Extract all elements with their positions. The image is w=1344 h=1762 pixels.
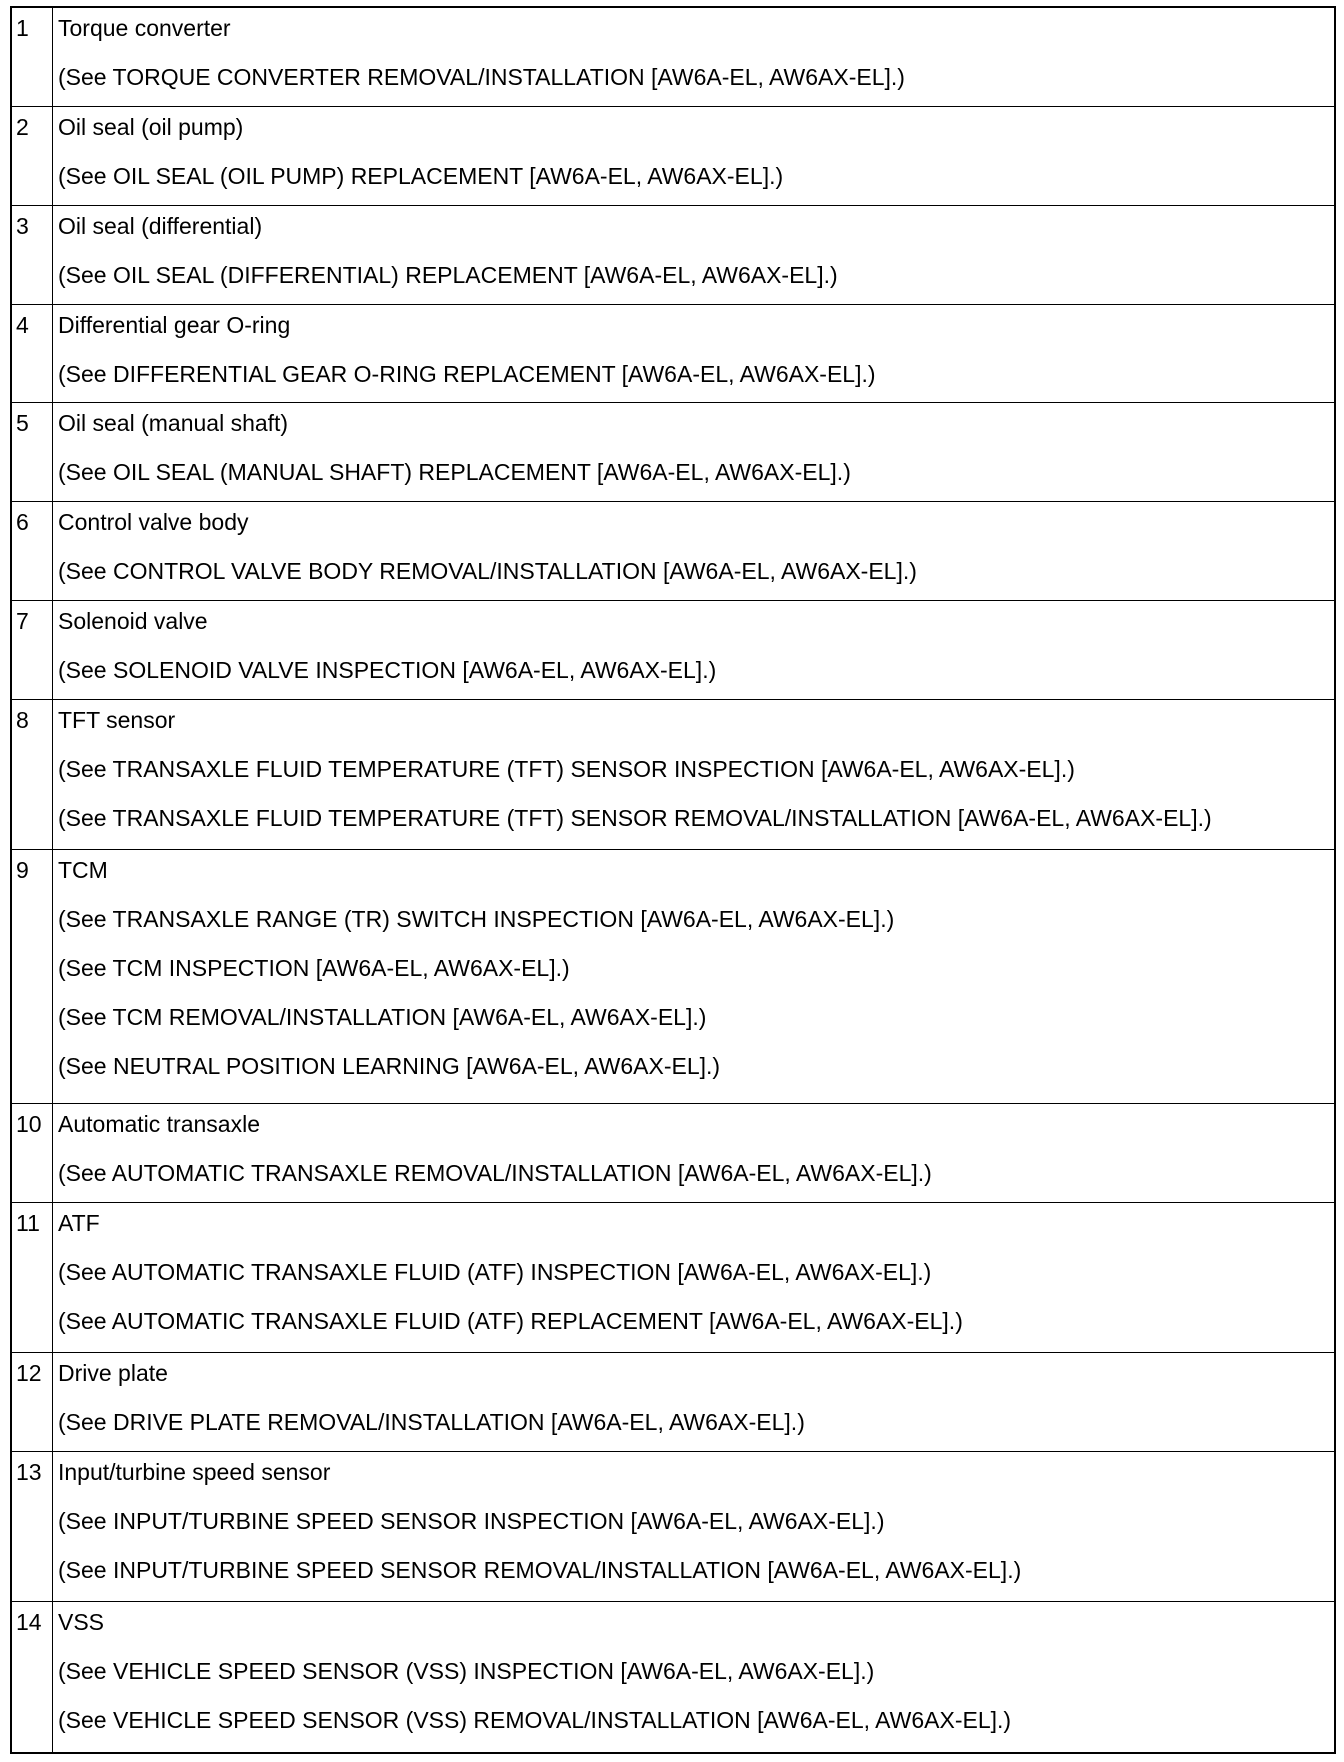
item-number-cell bbox=[11, 304, 53, 403]
table-row bbox=[11, 1602, 1335, 1753]
item-number: 3 bbox=[16, 212, 29, 239]
procedure-reference-link[interactable]: (See OIL SEAL (OIL PUMP) REPLACEMENT [AW6A-EL, AW6AX-EL].) bbox=[58, 162, 784, 189]
procedure-reference-link[interactable]: (See OIL SEAL (MANUAL SHAFT) REPLACEMENT [AW6A-EL, AW6AX-EL].) bbox=[58, 459, 851, 486]
item-number-cell bbox=[11, 700, 53, 850]
procedure-reference-link[interactable]: (See TRANSAXLE FLUID TEMPERATURE (TFT) SENSOR INSPECTION [AW6A-EL, AW6AX-EL].) bbox=[58, 756, 1075, 783]
item-description-cell bbox=[53, 1103, 1336, 1202]
component-name: Automatic transaxle bbox=[58, 1110, 260, 1137]
procedure-reference-link[interactable]: (See SOLENOID VALVE INSPECTION [AW6A-EL, AW6AX-EL].) bbox=[58, 657, 717, 684]
procedure-reference-link[interactable]: (See TORQUE CONVERTER REMOVAL/INSTALLATION [AW6A-EL, AW6AX-EL].) bbox=[58, 64, 905, 90]
component-name: Oil seal (differential) bbox=[58, 212, 263, 239]
table-row bbox=[11, 403, 1335, 502]
table-row bbox=[11, 304, 1335, 403]
item-number-cell bbox=[11, 850, 53, 1103]
item-number: 12 bbox=[16, 1360, 42, 1387]
item-number: 5 bbox=[16, 410, 29, 437]
item-number: 7 bbox=[16, 608, 29, 635]
item-description-cell bbox=[53, 700, 1336, 850]
procedure-reference-link[interactable]: (See AUTOMATIC TRANSAXLE FLUID (ATF) INSPECTION [AW6A-EL, AW6AX-EL].) bbox=[58, 1258, 932, 1285]
item-number: 8 bbox=[16, 707, 29, 734]
component-name: Control valve body bbox=[58, 509, 249, 536]
procedure-reference-link[interactable]: (See TRANSAXLE RANGE (TR) SWITCH INSPECTION [AW6A-EL, AW6AX-EL].) bbox=[58, 906, 895, 933]
component-name: TCM bbox=[58, 857, 108, 884]
table-row bbox=[11, 850, 1335, 1103]
component-name: Differential gear O-ring bbox=[58, 311, 291, 338]
table-body bbox=[11, 7, 1335, 1753]
item-number-cell bbox=[11, 601, 53, 700]
item-description-cell bbox=[53, 7, 1336, 106]
item-description-cell bbox=[53, 1202, 1336, 1352]
item-number: 10 bbox=[16, 1110, 42, 1137]
item-number-cell bbox=[11, 106, 53, 205]
table-row bbox=[11, 502, 1335, 601]
item-description-cell bbox=[53, 205, 1336, 304]
item-number-cell bbox=[11, 1202, 53, 1352]
component-name: Torque converter bbox=[58, 15, 231, 41]
item-description-cell bbox=[53, 850, 1336, 1103]
item-number: 1 bbox=[16, 15, 29, 41]
item-number: 13 bbox=[16, 1459, 42, 1486]
procedure-reference-link[interactable]: (See AUTOMATIC TRANSAXLE REMOVAL/INSTALLATION [AW6A-EL, AW6AX-EL].) bbox=[58, 1159, 932, 1186]
procedure-reference-link[interactable]: (See TRANSAXLE FLUID TEMPERATURE (TFT) SENSOR REMOVAL/INSTALLATION [AW6A-EL, AW6AX-EL].) bbox=[58, 805, 1212, 832]
component-name: VSS bbox=[58, 1609, 105, 1636]
procedure-reference-link[interactable]: (See INPUT/TURBINE SPEED SENSOR INSPECTION [AW6A-EL, AW6AX-EL].) bbox=[58, 1508, 885, 1535]
item-description-cell bbox=[53, 106, 1336, 205]
procedure-reference-link[interactable]: (See DIFFERENTIAL GEAR O-RING REPLACEMENT [AW6A-EL, AW6AX-EL].) bbox=[58, 360, 876, 387]
item-number: 11 bbox=[16, 1209, 40, 1236]
item-number: 6 bbox=[16, 509, 29, 536]
item-number-cell bbox=[11, 1103, 53, 1202]
component-name: Solenoid valve bbox=[58, 608, 208, 635]
procedure-reference-link[interactable]: (See INPUT/TURBINE SPEED SENSOR REMOVAL/INSTALLATION [AW6A-EL, AW6AX-EL].) bbox=[58, 1557, 1022, 1584]
table-row bbox=[11, 7, 1335, 106]
component-reference-table bbox=[10, 6, 1336, 1754]
component-name: ATF bbox=[58, 1209, 100, 1236]
item-number-cell bbox=[11, 1452, 53, 1602]
procedure-reference-link[interactable]: (See DRIVE PLATE REMOVAL/INSTALLATION [AW6A-EL, AW6AX-EL].) bbox=[58, 1409, 805, 1436]
table-row bbox=[11, 700, 1335, 850]
item-description-cell bbox=[53, 1452, 1336, 1602]
item-description-cell bbox=[53, 304, 1336, 403]
procedure-reference-link[interactable]: (See AUTOMATIC TRANSAXLE FLUID (ATF) REPLACEMENT [AW6A-EL, AW6AX-EL].) bbox=[58, 1307, 963, 1334]
item-description-cell bbox=[53, 601, 1336, 700]
component-name: Oil seal (manual shaft) bbox=[58, 410, 289, 437]
item-number-cell bbox=[11, 403, 53, 502]
item-description-cell bbox=[53, 502, 1336, 601]
item-number-cell bbox=[11, 205, 53, 304]
table-row bbox=[11, 1353, 1335, 1452]
table-row bbox=[11, 1103, 1335, 1202]
component-name: TFT sensor bbox=[58, 707, 176, 734]
table-row bbox=[11, 1202, 1335, 1352]
item-number-cell bbox=[11, 502, 53, 601]
component-name: Drive plate bbox=[58, 1360, 168, 1387]
procedure-reference-link[interactable]: (See VEHICLE SPEED SENSOR (VSS) INSPECTION [AW6A-EL, AW6AX-EL].) bbox=[58, 1658, 875, 1685]
item-number: 9 bbox=[16, 857, 29, 884]
procedure-reference-link[interactable]: (See CONTROL VALVE BODY REMOVAL/INSTALLATION [AW6A-EL, AW6AX-EL].) bbox=[58, 558, 917, 585]
component-name: Input/turbine speed sensor bbox=[58, 1459, 331, 1486]
item-number: 14 bbox=[16, 1609, 42, 1636]
item-description-cell bbox=[53, 403, 1336, 502]
item-description-cell bbox=[53, 1353, 1336, 1452]
item-number: 4 bbox=[16, 311, 29, 338]
table-row bbox=[11, 205, 1335, 304]
item-number-cell bbox=[11, 1602, 53, 1753]
item-number: 2 bbox=[16, 113, 29, 140]
component-name: Oil seal (oil pump) bbox=[58, 113, 244, 140]
table-row bbox=[11, 601, 1335, 700]
table-row bbox=[11, 106, 1335, 205]
table-row bbox=[11, 1452, 1335, 1602]
procedure-reference-link[interactable]: (See OIL SEAL (DIFFERENTIAL) REPLACEMENT [AW6A-EL, AW6AX-EL].) bbox=[58, 261, 838, 288]
procedure-reference-link[interactable]: (See TCM INSPECTION [AW6A-EL, AW6AX-EL].) bbox=[58, 955, 570, 982]
item-number-cell bbox=[11, 7, 53, 106]
procedure-reference-link[interactable]: (See VEHICLE SPEED SENSOR (VSS) REMOVAL/INSTALLATION [AW6A-EL, AW6AX-EL].) bbox=[58, 1707, 1012, 1734]
item-description-cell bbox=[53, 1602, 1336, 1753]
procedure-reference-link[interactable]: (See TCM REMOVAL/INSTALLATION [AW6A-EL, AW6AX-EL].) bbox=[58, 1004, 707, 1031]
procedure-reference-link[interactable]: (See NEUTRAL POSITION LEARNING [AW6A-EL, AW6AX-EL].) bbox=[58, 1053, 721, 1080]
item-number-cell bbox=[11, 1353, 53, 1452]
